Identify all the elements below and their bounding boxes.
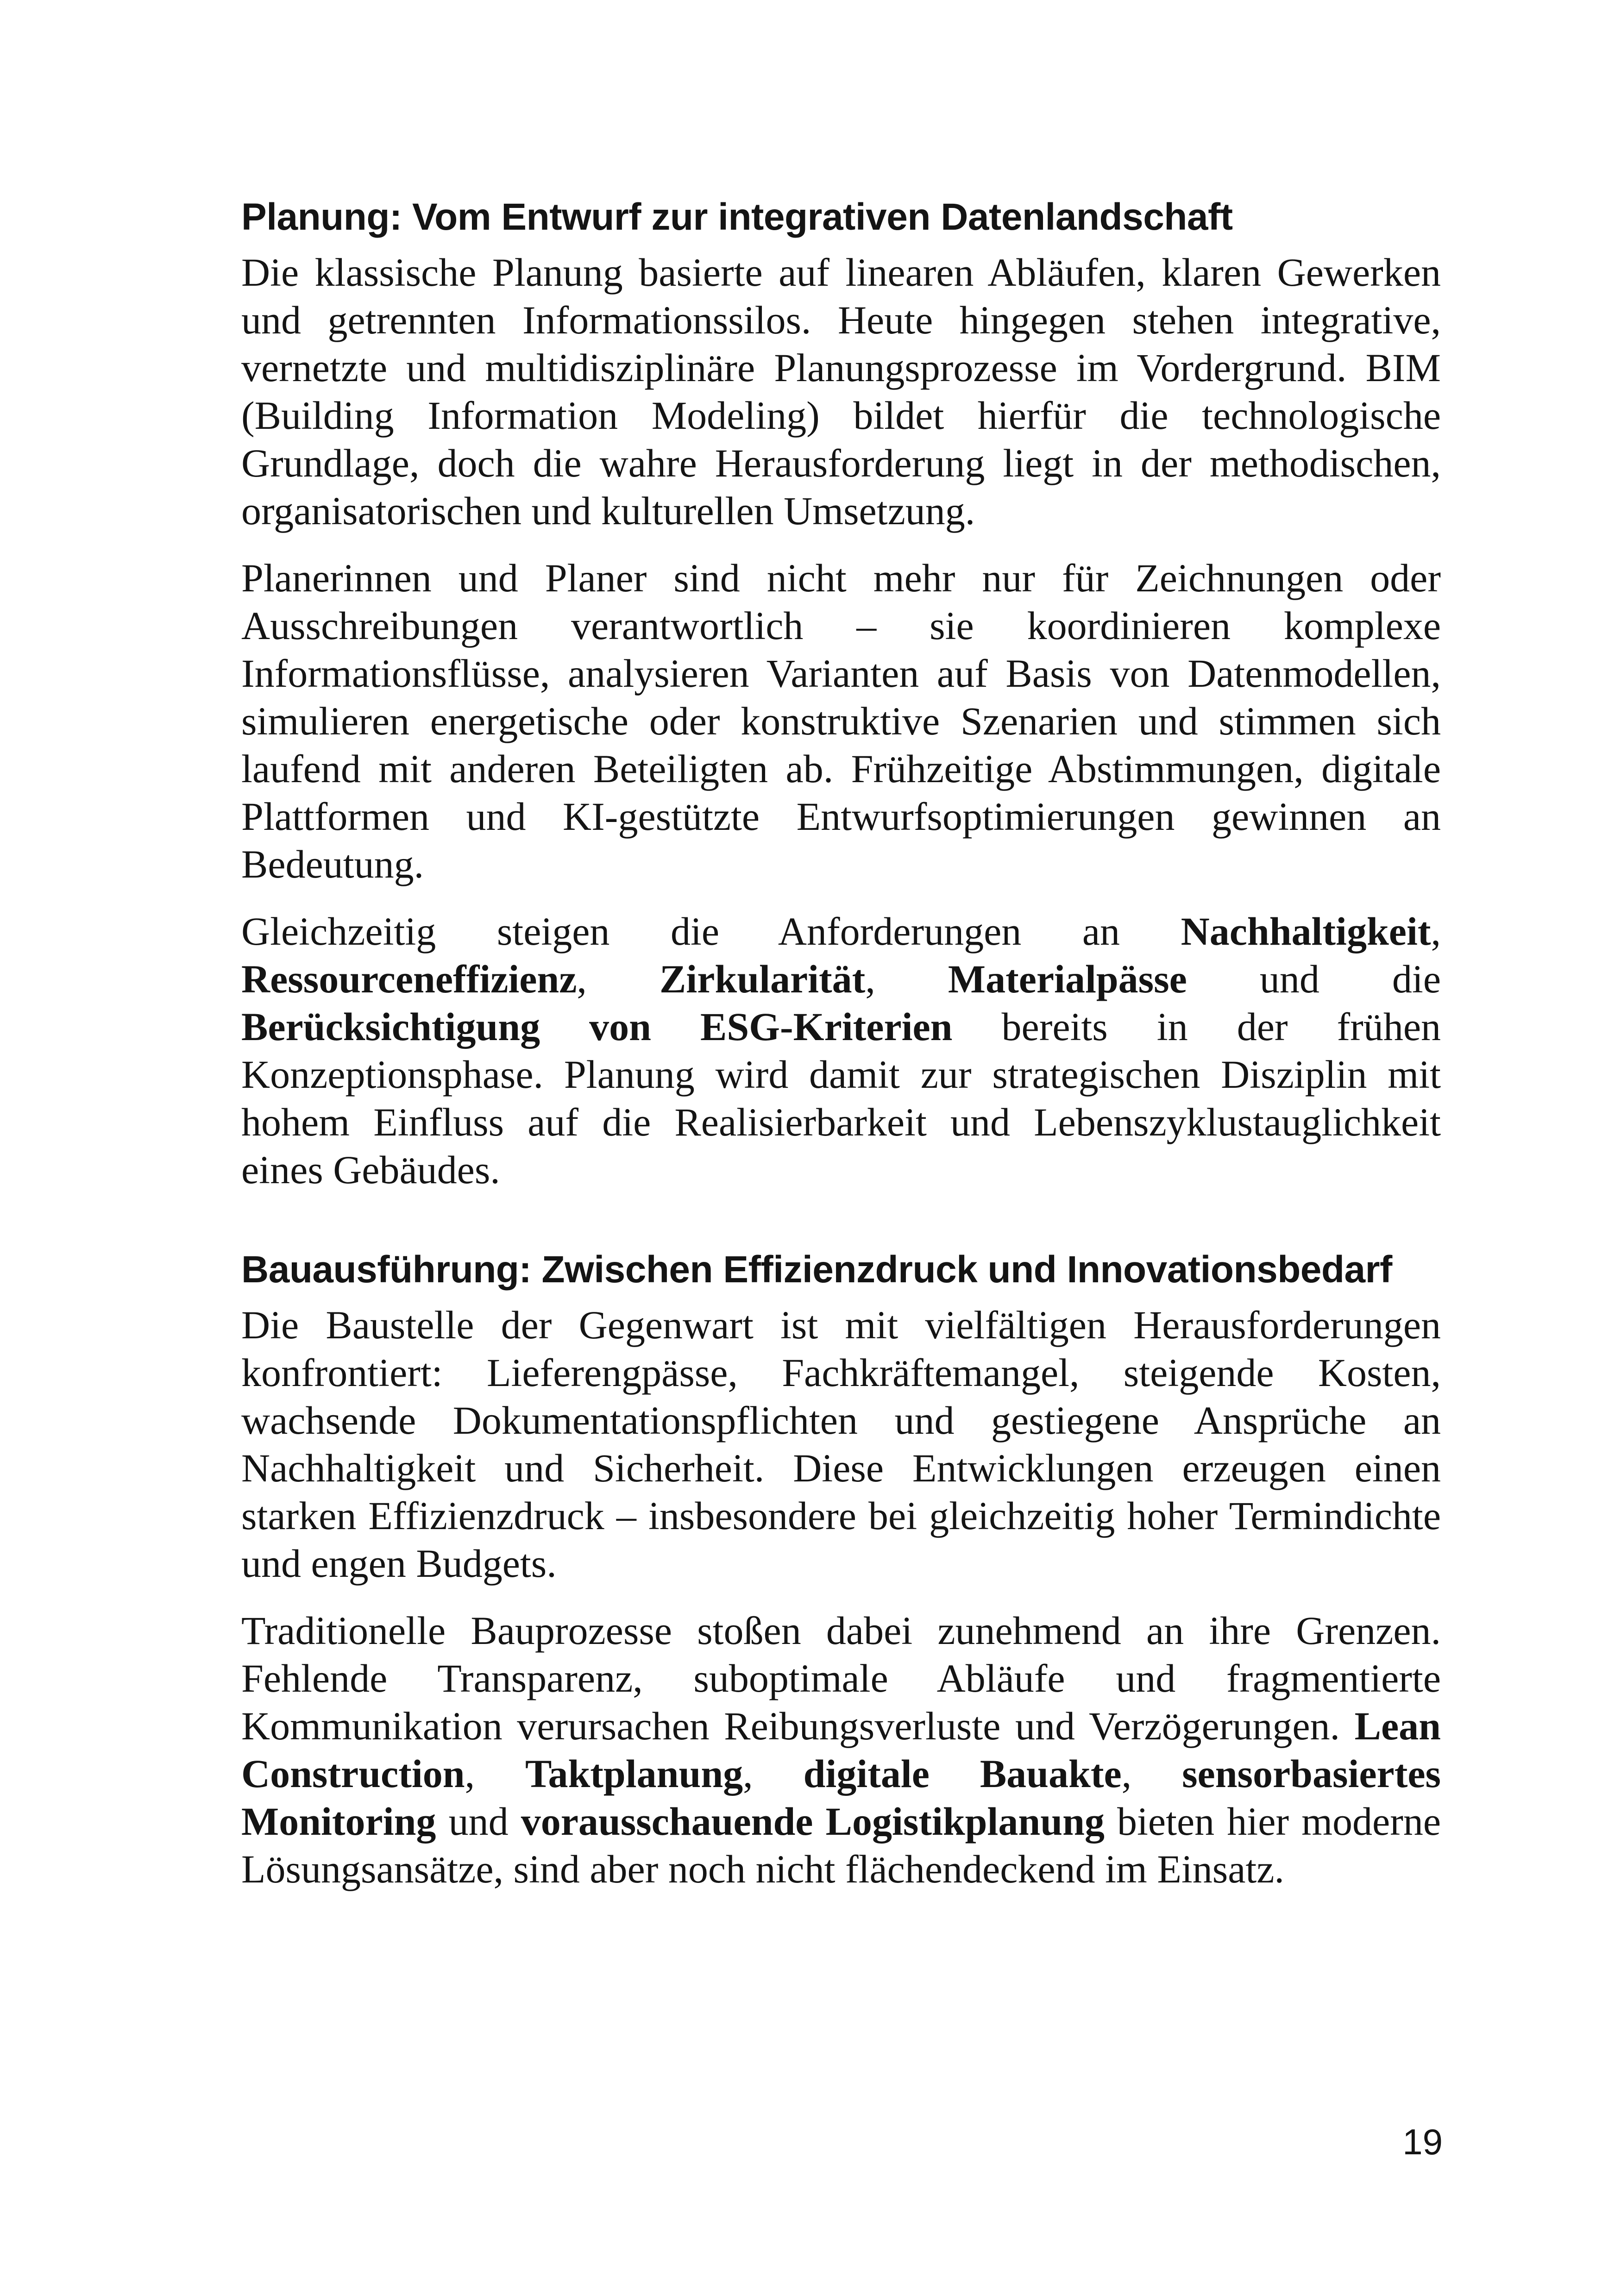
text-run: bieten hier moderne Lösungsansätze, sind aber noch nicht flächendeckend im Einsatz. [241, 1799, 1441, 1891]
bold-term-lean-construction: Lean Construction [241, 1704, 1441, 1796]
paragraph-planung-3 [241, 908, 1441, 1194]
text-run: , [1121, 1751, 1182, 1796]
bold-term-materialpaesse: Materialpässe [948, 957, 1187, 1001]
text-run: , [465, 1751, 525, 1796]
section-heading-planung: Planung: Vom Entwurf zur integrativen Datenlandschaft [241, 196, 1233, 238]
bold-term-digitale-bauakte: digitale Bauakte [803, 1751, 1122, 1796]
text-run: Traditionelle Bauprozesse stoßen dabei zunehmend an ihre Grenzen. Fehlende Transparenz, suboptimale Abläufe und fragmentierte Kommunikation verursachen Reibungsverluste und Verzögerungen. [241, 1608, 1441, 1748]
text-run: , [743, 1751, 804, 1796]
text-run: und die [1187, 957, 1441, 1001]
text-run: bereits in der frühen Konzeptionsphase. Planung wird damit zur strategischen Disziplin mit hohem Einfluss auf die Realisierbarkeit und Lebenszyklustauglichkeit eines Gebäudes. [241, 1004, 1441, 1192]
text-run: Gleichzeitig steigen die Anforderungen an [241, 909, 1181, 954]
page-number: 19 [1402, 2121, 1443, 2162]
paragraph-planung-1: Die klassische Planung basierte auf linearen Abläufen, klaren Gewerken und getrennten Informationssilos. Heute hingegen stehen integrative, vernetzte und multidisziplinäre Planungsprozesse im Vordergrund. BIM (Building Information Modeling) bildet hierfür die technologische Grundlage, doch die wahre Herausforderung liegt in der methodischen, organisatorischen und kulturellen Umsetzung. [241, 250, 1441, 533]
section-heading-bauausfuehrung: Bauausführung: Zwischen Effizienzdruck und Innovationsbedarf [241, 1248, 1392, 1291]
bold-term-esg-kriterien: Berücksichtigung von ESG-Kriterien [241, 1004, 953, 1049]
bold-term-nachhaltigkeit: Nachhaltigkeit [1181, 909, 1431, 954]
text-run: , [865, 957, 948, 1001]
bold-term-taktplanung: Taktplanung [525, 1751, 743, 1796]
paragraph-planung-2: Planerinnen und Planer sind nicht mehr nur für Zeichnungen oder Ausschreibungen verantwortlich – sie koordinieren komplexe Informationsflüsse, analysieren Varianten auf Basis von Datenmodellen, simulieren energetische oder konstruktive Szenarien und stimmen sich laufend mit anderen Beteiligten ab. Frühzeitige Abstimmungen, digitale Plattformen und KI-gestützte Entwurfsoptimierungen gewinnen an Bedeutung. [241, 556, 1441, 886]
bold-term-sensorbasiertes-monitoring: sensorbasiertes Monitoring [241, 1751, 1441, 1844]
paragraph-bauausfuehrung-2 [241, 1607, 1441, 1893]
text-run: , [577, 957, 660, 1001]
bold-term-logistikplanung: vorausschauende Logistikplanung [521, 1799, 1105, 1844]
bold-term-ressourceneffizienz: Ressourceneffizienz [241, 957, 577, 1001]
text-run: und [436, 1799, 521, 1844]
text-run: , [1431, 909, 1441, 954]
page-content [241, 192, 1441, 1913]
paragraph-bauausfuehrung-1: Die Baustelle der Gegenwart ist mit vielfältigen Herausforderungen konfrontiert: Lieferengpässe, Fachkräftemangel, steigende Kosten, wachsende Dokumentationspflichten und gestiegene Ansprüche an Nachhaltigkeit und Sicherheit. Diese Entwicklungen erzeugen einen starken Effizienzdruck – insbesondere bei gleichzeitig hoher Termindichte und engen Budgets. [241, 1303, 1441, 1586]
bold-term-zirkularitaet: Zirkularität [660, 957, 866, 1001]
